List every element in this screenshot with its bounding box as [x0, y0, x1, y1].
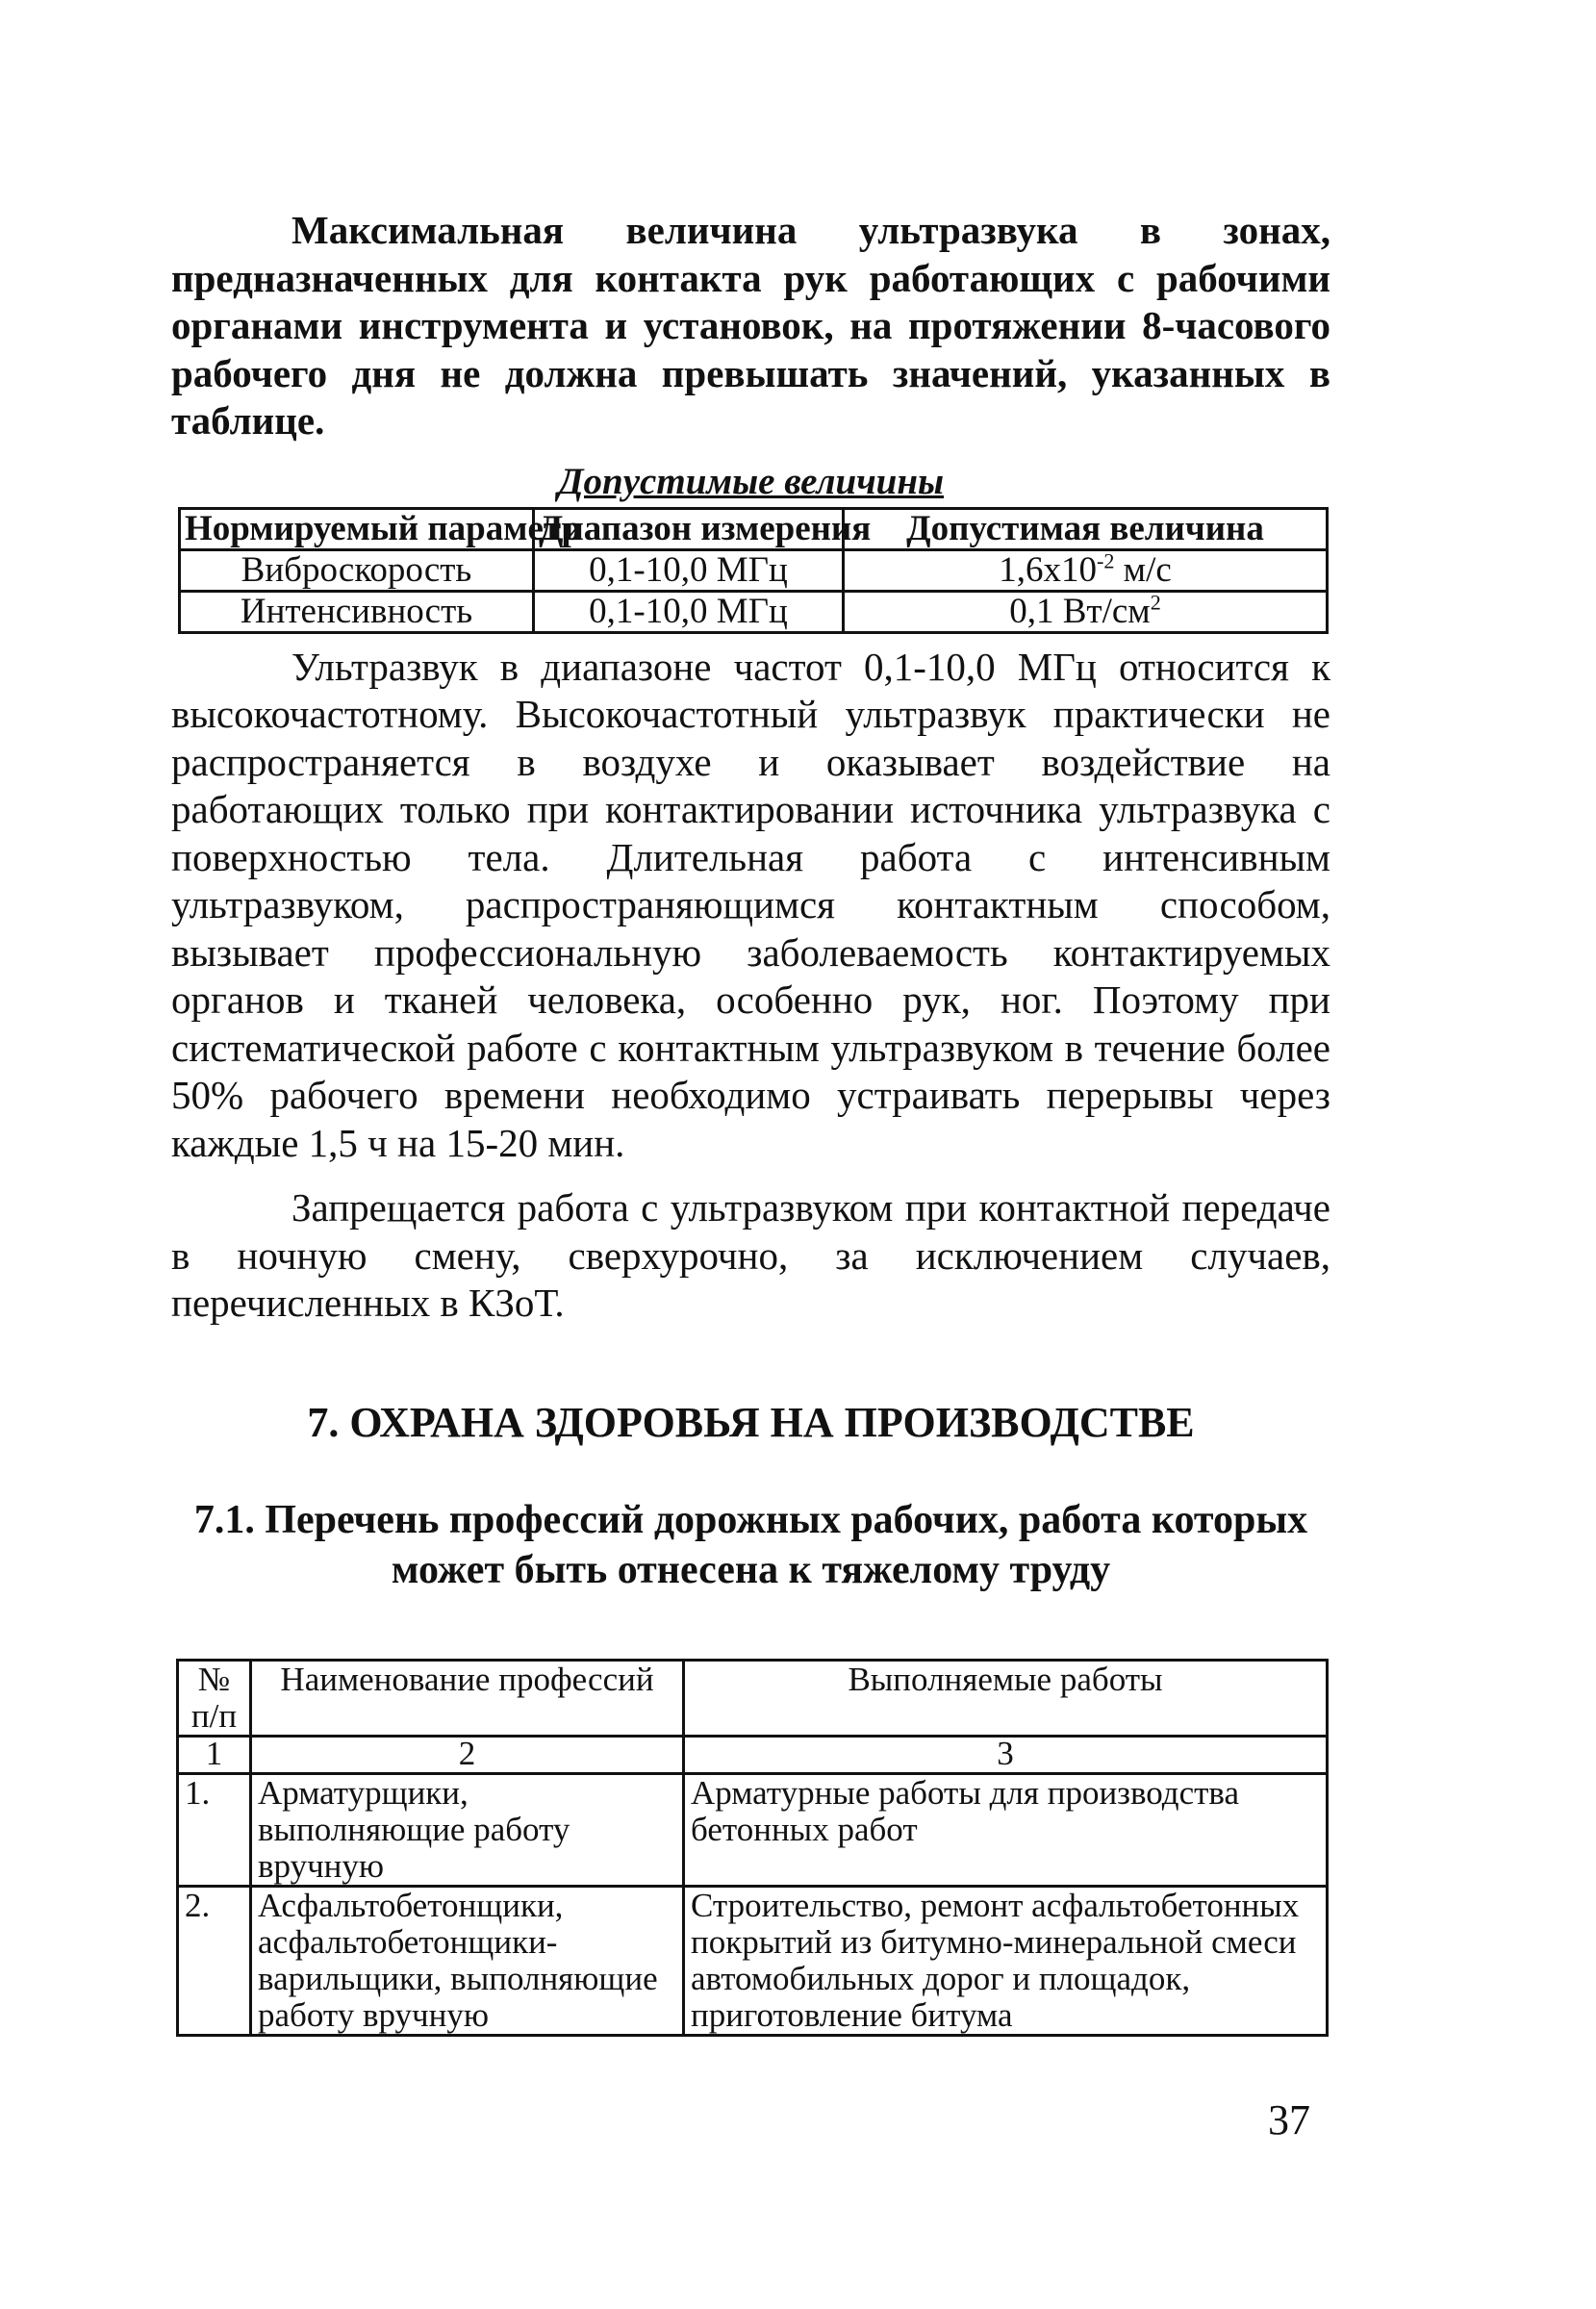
- value-superscript: -2: [1096, 548, 1115, 573]
- index-cell: 3: [684, 1736, 1328, 1773]
- page-content: [171, 207, 1330, 2037]
- work-cell: Строительство, ремонт асфальтобетонных покрытий из битумно-минеральной смеси автомобильных дорог и площадок, приготовление битума: [684, 1886, 1328, 2035]
- number-cell: 1.: [178, 1773, 251, 1886]
- value-unit: м/с: [1114, 549, 1172, 590]
- table-header-row: [180, 508, 1328, 549]
- profession-cell: Арматурщики, выполняющие работу вручную: [251, 1773, 684, 1886]
- page-number: 37: [1268, 2096, 1310, 2144]
- header-profession: Наименование профессий: [251, 1660, 684, 1736]
- value-cell: [844, 549, 1328, 591]
- param-cell: Интенсивность: [180, 591, 534, 632]
- param-cell: Виброскорость: [180, 549, 534, 591]
- section-title: 7. ОХРАНА ЗДОРОВЬЯ НА ПРОИЗВОДСТВЕ: [307, 1398, 1195, 1446]
- range-cell: 0,1-10,0 МГц: [534, 549, 844, 591]
- table1-caption: Допустимые величины: [557, 460, 945, 502]
- table-row: [178, 1773, 1328, 1886]
- table-row: [180, 591, 1328, 632]
- value-superscript: 2: [1150, 590, 1161, 615]
- index-cell: 1: [178, 1736, 251, 1773]
- column-index-row: [178, 1736, 1328, 1773]
- intro-paragraph: Максимальная величина ультразвука в зонах, предназначенных для контакта рук работающих с рабочими органами инструмента и установок, на протяжении 8-часового рабочего дня не должна превышать значений, указанных в таблице.: [171, 208, 1330, 443]
- table-row: [180, 549, 1328, 591]
- header-work: Выполняемые работы: [684, 1660, 1328, 1736]
- header-range: Диапазон измерения: [534, 508, 844, 549]
- profession-cell: Асфальтобетонщики, асфальтобетонщики-варильщики, выполняющие работу вручную: [251, 1886, 684, 2035]
- work-cell: Арматурные работы для производства бетонных работ: [684, 1773, 1328, 1886]
- value-text: 0,1 Вт/см: [1009, 591, 1151, 631]
- number-cell: 2.: [178, 1886, 251, 2035]
- header-param: Нормируемый параметр: [180, 508, 534, 549]
- subsection-title: 7.1. Перечень профессий дорожных рабочих, работа которых может быть отнесена к тяжелому труду: [193, 1497, 1308, 1592]
- professions-table: [176, 1659, 1329, 2037]
- value-cell: [844, 591, 1328, 632]
- header-value: Допустимая величина: [844, 508, 1328, 549]
- table-row: [178, 1886, 1328, 2035]
- value-text: 1,6х10: [999, 549, 1097, 590]
- permissible-values-table: [178, 507, 1329, 634]
- table-header-row: [178, 1660, 1328, 1736]
- ultrasound-paragraph: Ультразвук в диапазоне частот 0,1-10,0 МГц относится к высокочастотному. Высокочастотный ультразвук практически не распространяется в воздухе и оказывает воздействие на работающих только при контактировании источника ультразвука с поверхностью тела. Длительная работа с интенсивным ультразвуком, распространяющимся контактным способом, вызывает профессиональную заболеваемость контактируемых органов и тканей человека, особенно рук, ног. Поэтому при систематической работе с контактным ультразвуком в течение более 50% рабочего времени необходимо устраивать перерывы через каждые 1,5 ч на 15-20 мин.: [171, 644, 1330, 1165]
- prohibition-paragraph: Запрещается работа с ультразвуком при контактной передаче в ночную смену, сверхурочно, за исключением случаев, перечисленных в КЗоТ.: [171, 1185, 1330, 1325]
- header-number: № п/п: [178, 1660, 251, 1736]
- range-cell: 0,1-10,0 МГц: [534, 591, 844, 632]
- index-cell: 2: [251, 1736, 684, 1773]
